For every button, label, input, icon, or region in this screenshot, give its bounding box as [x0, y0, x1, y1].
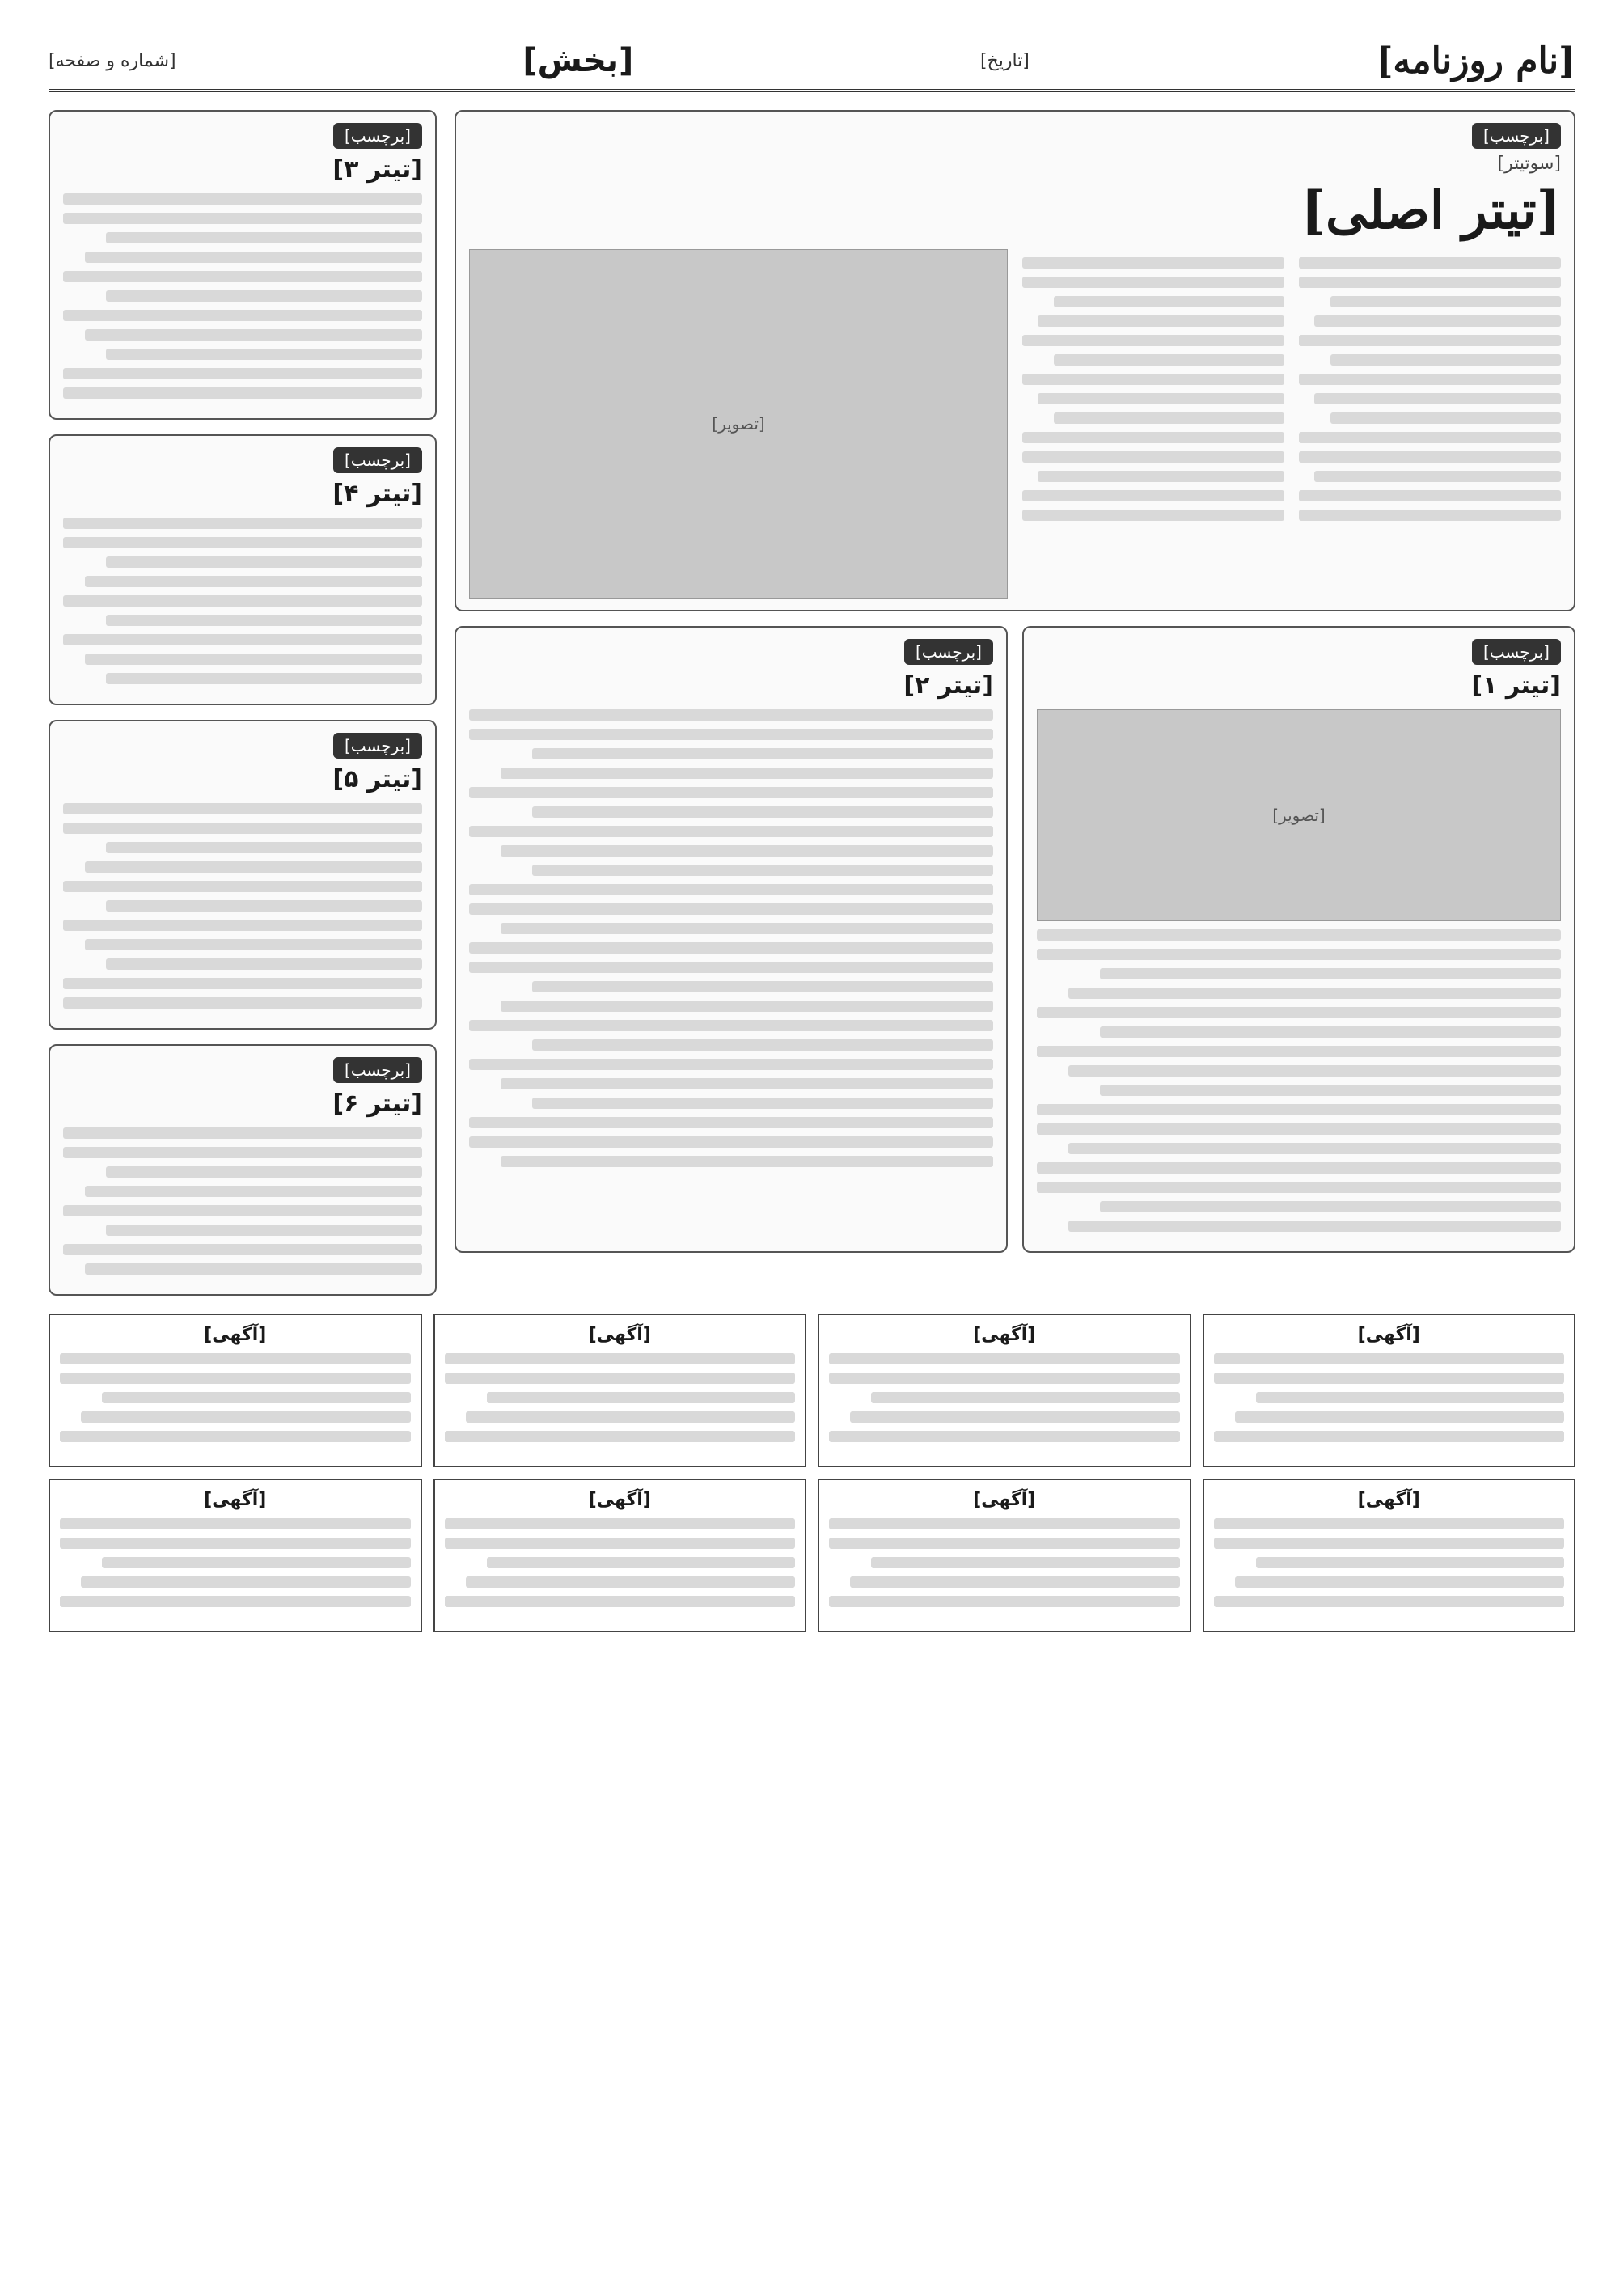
- legal-notice-ad: [433, 1314, 807, 1467]
- story-headline: [تیتر ۲]: [903, 671, 993, 700]
- ad-title: [آگهی]: [588, 1325, 651, 1345]
- ad-body: [445, 1518, 796, 1607]
- legal-notice-ad: [1203, 1479, 1576, 1632]
- ad-body: [60, 1353, 411, 1442]
- lead-headline: [تیتر اصلی]: [1300, 180, 1561, 241]
- story-photo: [تصویر]: [1037, 709, 1561, 921]
- story-card: [455, 626, 1008, 1253]
- legal-notice-ad: [433, 1479, 807, 1632]
- ad-body: [1214, 1518, 1565, 1607]
- issue-date: [تاریخ]: [979, 50, 1030, 71]
- story-card: [49, 720, 437, 1030]
- lead-photo: [تصویر]: [469, 249, 1008, 599]
- ad-title: [آگهی]: [973, 1490, 1036, 1510]
- story-body: [1037, 929, 1561, 1232]
- story-body: [469, 709, 993, 1167]
- legal-notice-ad: [1203, 1314, 1576, 1467]
- story-card: [49, 110, 437, 420]
- story-headline: [تیتر ۶]: [332, 1089, 422, 1118]
- story-headline: [تیتر ۱]: [1471, 671, 1561, 700]
- issue-number: [شماره و صفحه]: [49, 50, 176, 71]
- lead-story: [455, 110, 1575, 611]
- legal-notice-ad: [818, 1314, 1191, 1467]
- ad-body: [829, 1518, 1180, 1607]
- story-card: [1022, 626, 1575, 1253]
- legal-notice-ad: [49, 1479, 422, 1632]
- ad-title: [آگهی]: [588, 1490, 651, 1510]
- lead-body-col-1: [1299, 249, 1561, 599]
- story-tag: [برچسب]: [333, 123, 422, 149]
- lead-body-col-2: [1022, 249, 1284, 599]
- story-headline: [تیتر ۳]: [332, 155, 422, 184]
- lead-kicker: [سوتیتر]: [1497, 154, 1561, 174]
- story-tag: [برچسب]: [333, 1057, 422, 1083]
- story-headline: [تیتر ۵]: [332, 765, 422, 793]
- ad-body: [60, 1518, 411, 1607]
- legal-notice-ad: [818, 1479, 1191, 1632]
- classified-ads: [49, 1314, 1575, 1632]
- ad-title: [آگهی]: [1357, 1325, 1420, 1345]
- story-card: [49, 434, 437, 705]
- story-body: [63, 193, 422, 399]
- ad-body: [829, 1353, 1180, 1442]
- story-tag: [برچسب]: [333, 733, 422, 759]
- newspaper-brand: [نام روزنامه]: [1376, 40, 1575, 82]
- ad-body: [1214, 1353, 1565, 1442]
- section-title: [بخش]: [522, 42, 634, 79]
- ad-title: [آگهی]: [973, 1325, 1036, 1345]
- legal-notice-ad: [49, 1314, 422, 1467]
- story-tag: [برچسب]: [904, 639, 993, 665]
- story-tag: [برچسب]: [333, 447, 422, 473]
- story-tag: [برچسب]: [1472, 639, 1561, 665]
- ad-title: [آگهی]: [204, 1490, 267, 1510]
- story-card: [49, 1044, 437, 1296]
- story-body: [63, 518, 422, 684]
- ad-body: [445, 1353, 796, 1442]
- ad-title: [آگهی]: [1357, 1490, 1420, 1510]
- ad-title: [آگهی]: [204, 1325, 267, 1345]
- story-body: [63, 1127, 422, 1275]
- masthead: [49, 32, 1575, 92]
- story-body: [63, 803, 422, 1009]
- lead-tag: [برچسب]: [1472, 123, 1561, 149]
- story-headline: [تیتر ۴]: [332, 480, 422, 508]
